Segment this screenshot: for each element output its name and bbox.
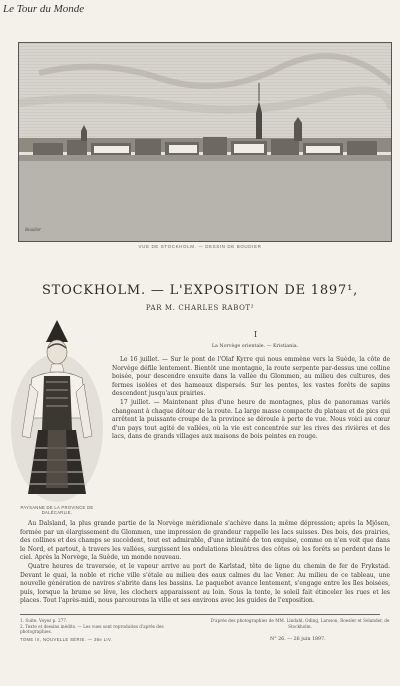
article-title: STOCKHOLM. — L'EXPOSITION DE 1897¹, [41, 283, 359, 298]
issue-number: N° 26. — 26 juin 1897. [270, 637, 326, 642]
footnote: 1. Suite. Voyez p. 277. [20, 618, 68, 623]
footnote-rule [20, 614, 380, 615]
paragraph: Au Dalsland, la plus grande partie de la Norvège méridionale s'achève dans la même dépression; après la Mjösen, formée par un élargissement du Glommen, une impression de grandeur rappelle les lacs suisses. Des bois, des prairies, des collines et des champs se succèdent, tout est admirable, d'une intimité de ton exquise, comme on n'en voit que dans le Nord, et partout, à travers les vallées, surgissent les ondulations bleuâtres des côtes où les forêts se perdent dans le ciel. Après la Norvège, la Suède, un monde nouveau. [20, 520, 390, 562]
paragraph: Quatre heures de traversée, et le vapeur arrive au port de Karlstad, tête de ligne du chemin de fer de Frykstad. Devant le quai, la noble et riche ville s'étale au milieu des eaux calmes du lac Vener. Au milieu de ce tableau, une nouvelle génération de navires s'abrite dans les bassins. Le paquebot avance lentement, s'engage entre les îles boisées, puis, lorsque la brume se lève, les clochers apparaissent au loin. Sous la tente, le soleil fait étinceler les rues et les places. Tout l'après-midi, nous parcourons la ville et ses environs avec les guides de l'exposition. [20, 562, 390, 605]
section-number: I [254, 330, 258, 339]
article-column-text [112, 356, 390, 442]
article-byline: PAR M. CHARLES RABOT² [145, 304, 255, 312]
svg-text:Boudier: Boudier [25, 228, 42, 233]
running-head: Le Tour du Monde [3, 3, 85, 15]
paragraph: 17 juillet. — Maintenant plus d'une heure de montagnes, plus de panoramas variés changeant à chaque détour de la route. La large masse compacte du plateau et de pics qui arrêtent la puissante croupe de la province se déroule à perte de vue. Nous voici au cœur d'un pays tout agité de vallées, où la vie est concentrée sur les rives des rivières et des lacs, dans de grands villages aux maisons de bois peintes en rouge. [112, 398, 390, 441]
city-skyline-engraving-icon [19, 43, 391, 241]
footnote: 2. Texte et dessins inédits. — Les vues sont reproduites d'après des photographies. [20, 623, 164, 635]
peasant-woman-portrait [8, 318, 106, 504]
plate-caption: VUE DE STOCKHOLM. — DESSIN DE BOUDIER [138, 244, 262, 249]
footnotes [20, 618, 190, 635]
portrait-caption: PAYSANNE DE LA PROVINCE DE DALÉCARLIE. [20, 505, 94, 515]
volume-imprint: TOME III, NOUVELLE SÉRIE. — 26e LIV. [20, 637, 113, 642]
photo-credit: D'après des photographies de MM. Lindahl, Oding, Larsson, Roesler et Selander, de Stockholm. [210, 618, 390, 629]
section-subtitle: La Norvège orientale. — Kristiania. [211, 344, 299, 349]
woman-in-folk-costume-icon [8, 318, 106, 504]
article-full-text [20, 520, 390, 606]
stockholm-skyline-engraving [18, 42, 392, 242]
paragraph: Le 16 juillet. — Sur le pont de l'Olaf Kyrre qui nous emmène vers la Suède, la côte de Norvège défile lentement. Bientôt une montagne, la route serpente par-dessus une colline boisée, pour descendre ensuite dans la vallée du Glommen, au milieu des cultures, des fermes isolées et des hameaux dispersés. Sur les pentes, les vastes forêts de sapins descendent jusqu'aux prairies. [112, 356, 390, 398]
